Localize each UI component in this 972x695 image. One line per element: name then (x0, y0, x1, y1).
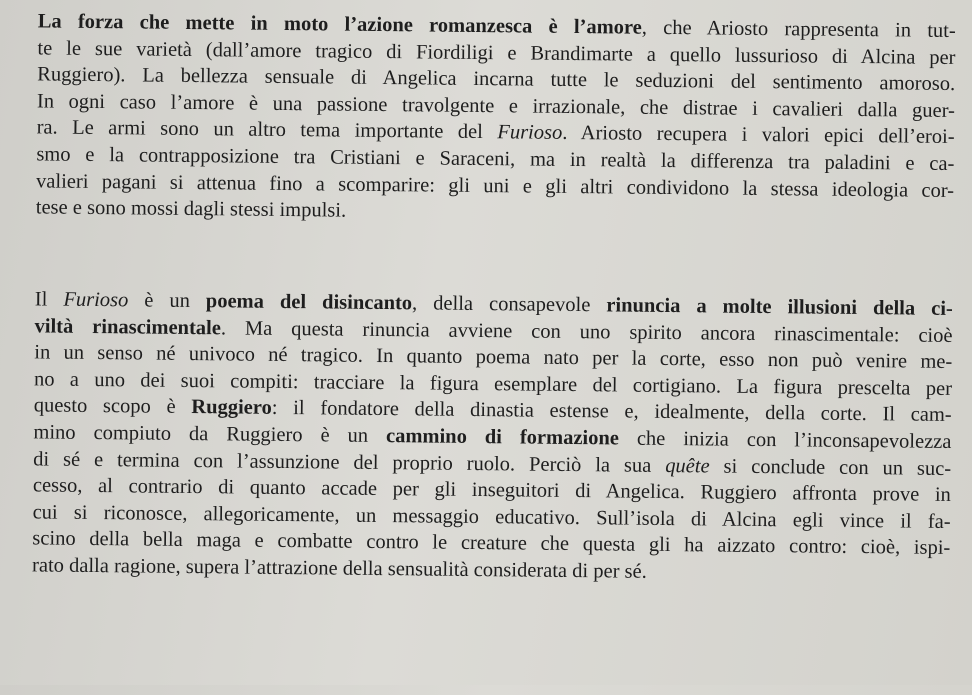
bold-text: La forza che mette in moto l’azione romanzesca è l’amore (37, 10, 642, 39)
paragraph-poem-of-disenchantment (32, 286, 953, 588)
text-run: di sé e termina con l’assunzione del proprio ruolo. Perciò la sua (33, 447, 666, 477)
italic-text: Furioso (63, 288, 129, 312)
text-run: mino compiuto da Ruggiero è un (33, 421, 387, 448)
text-run: In ogni caso l’amore è una passione travolgente e irrazionale, che distrae i cavalieri dalla guer- (36, 90, 956, 122)
text-run: , che Ariosto rappresenta in tut- (641, 16, 956, 43)
paragraph-love-and-arms (36, 8, 956, 230)
text-run: . Ma questa rinuncia avviene con uno spirito ancora rinascimentale: cioè (220, 316, 953, 347)
text-run: rato dalla ragione, supera l’attrazione della sensualità considerata di per sé. (31, 554, 647, 583)
bold-text: viltà rinascimentale (34, 314, 222, 339)
text-run: Ruggiero). La bellezza sensuale di Angelica incarna tutte le seduzioni del sentimento amoroso. (37, 63, 956, 96)
text-run: no a uno dei suoi compiti: tracciare la figura esemplare del cortigiano. La figura prescelta per (33, 368, 953, 400)
text-run: , della consapevole (411, 292, 607, 317)
bold-text: cammino di formazione (385, 425, 620, 450)
bold-text: poema del disincanto (205, 290, 413, 315)
text-run: si conclude con un suc- (709, 455, 952, 480)
text-run: cesso, al contrario di quanto accade per gli inseguitori di Angelica. Ruggiero affronta prove in (32, 474, 951, 507)
text-run: cui si riconosce, allegoricamente, un messaggio educativo. Sull’isola di Alcina egli vince il fa- (32, 501, 951, 533)
text-run: Il (34, 288, 64, 311)
bold-text: rinuncia a molte illusioni della ci- (606, 294, 953, 320)
bold-text: Ruggiero (191, 396, 272, 420)
text-run: . Ariosto recupera i valori epici dell’eroi- (562, 122, 955, 149)
text-run: in un senso né univoco né tragico. In quanto poema nato per la corte, esso non può venire me- (34, 341, 953, 374)
text-run: che inizia con l’inconsapevolezza (618, 427, 952, 453)
text-run: tese e sono mossi dagli stessi impulsi. (35, 196, 347, 222)
text-run: questo scopo è (33, 394, 192, 419)
text-run: valieri pagani si attenua fino a scomparire: gli uni e gli altri condividono la stessa ideologia cor- (35, 169, 955, 202)
text-run: ra. Le armi sono un altro tema importante del (36, 116, 498, 144)
text-run: scino della bella maga e combatte contro le creature che questa gli ha aizzato contro: cioè, ispi- (32, 527, 951, 560)
text-run: smo e la contrapposizione tra Cristiani e Saraceni, ma in realtà la differenza tra paladini e ca- (36, 143, 955, 175)
text-run: te le sue varietà (dall’amore tragico di Fiordiligi e Brandimarte a quello lussurioso di Alcina per (37, 36, 956, 69)
italic-text: Furioso (497, 121, 563, 145)
text-run: : il fondatore della dinastia estense e, idealmente, della corte. Il cam- (271, 397, 952, 427)
text-run: è un (128, 289, 206, 313)
italic-text: quête (665, 454, 710, 478)
